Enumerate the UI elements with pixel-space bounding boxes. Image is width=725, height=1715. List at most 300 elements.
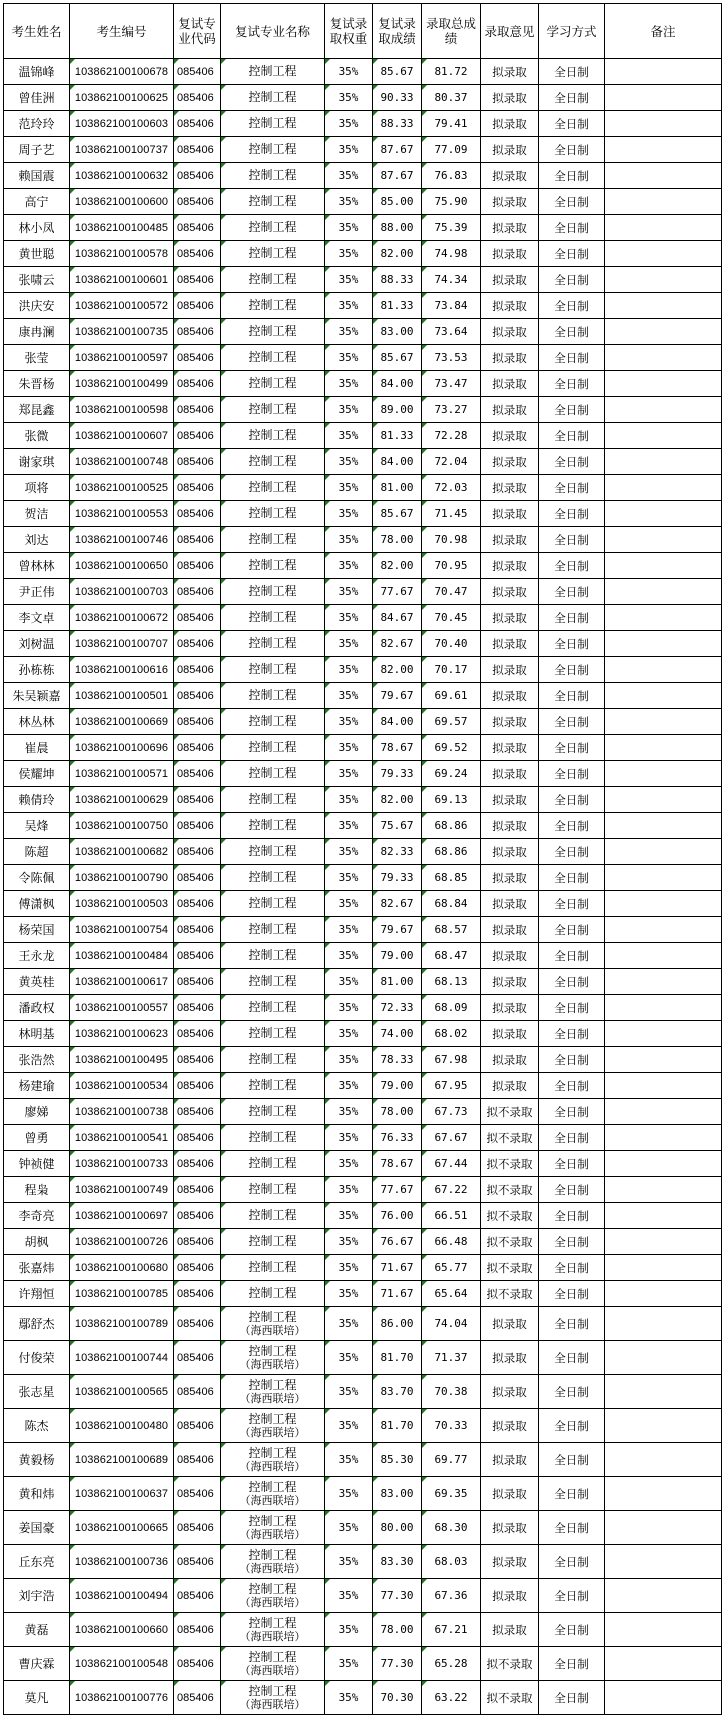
cell-opinion: 拟录取 [481,215,539,241]
cell-id: 103862100100617 [70,969,174,995]
cell-remark [605,1443,722,1477]
table-row [4,1511,722,1545]
cell-total: 73.27 [422,397,481,423]
major-name: 控制工程 [248,142,297,156]
cell-total: 70.98 [422,527,481,553]
cell-score: 79.00 [373,1073,422,1099]
cell-score: 78.67 [373,735,422,761]
major-name: 控制工程 [248,896,297,910]
cell-code: 085406 [174,1177,221,1203]
cell-remark [605,813,722,839]
cell-weight: 35% [325,345,373,371]
cell-major [221,293,325,319]
cell-name: 黄英桂 [4,969,70,995]
cell-id: 103862100100689 [70,1443,174,1477]
cell-name: 洪庆安 [4,293,70,319]
cell-score: 81.70 [373,1409,422,1443]
cell-weight: 35% [325,111,373,137]
cell-code: 085406 [174,709,221,735]
cell-id: 103862100100495 [70,1047,174,1073]
major-name: 控制工程 [248,506,297,520]
cell-opinion: 拟录取 [481,605,539,631]
cell-opinion: 拟不录取 [481,1229,539,1255]
cell-weight: 35% [325,1545,373,1579]
cell-weight: 35% [325,1255,373,1281]
cell-major [221,1099,325,1125]
table-row [4,527,722,553]
cell-mode: 全日制 [539,1073,605,1099]
cell-weight: 35% [325,1341,373,1375]
cell-major [221,1579,325,1613]
cell-code: 085406 [174,1203,221,1229]
cell-major [221,423,325,449]
cell-total: 73.53 [422,345,481,371]
cell-major [221,1409,325,1443]
cell-mode: 全日制 [539,1579,605,1613]
table-row [4,1579,722,1613]
cell-code: 085406 [174,241,221,267]
cell-score: 83.00 [373,1477,422,1511]
cell-major [221,709,325,735]
cell-weight: 35% [325,501,373,527]
cell-weight: 35% [325,1177,373,1203]
table-row [4,657,722,683]
major-sub: （海西联培） [239,1697,306,1711]
cell-total: 70.45 [422,605,481,631]
table-row [4,1443,722,1477]
cell-total: 69.61 [422,683,481,709]
cell-mode: 全日制 [539,1151,605,1177]
cell-total: 68.86 [422,839,481,865]
cell-weight: 35% [325,475,373,501]
table-row [4,371,722,397]
cell-code: 085406 [174,293,221,319]
cell-major [221,371,325,397]
cell-score: 78.00 [373,1613,422,1647]
cell-id: 103862100100754 [70,917,174,943]
major-name: 控制工程 [248,1208,297,1222]
cell-code: 085406 [174,813,221,839]
cell-remark [605,553,722,579]
cell-remark [605,397,722,423]
table-row [4,709,722,735]
cell-score: 84.00 [373,371,422,397]
cell-remark [605,1681,722,1715]
cell-opinion: 拟不录取 [481,1681,539,1715]
cell-total: 69.35 [422,1477,481,1511]
cell-remark [605,85,722,111]
cell-total: 70.47 [422,579,481,605]
header-mode: 学习方式 [539,4,605,59]
table-row [4,137,722,163]
cell-mode: 全日制 [539,657,605,683]
cell-code: 085406 [174,59,221,85]
cell-mode: 全日制 [539,1177,605,1203]
cell-remark [605,241,722,267]
cell-major [221,1681,325,1715]
cell-name: 黄毅杨 [4,1443,70,1477]
major-name: 控制工程 [248,1309,297,1324]
cell-remark [605,163,722,189]
cell-code: 085406 [174,1307,221,1341]
cell-weight: 35% [325,631,373,657]
cell-score: 71.67 [373,1255,422,1281]
cell-code: 085406 [174,1511,221,1545]
cell-weight: 35% [325,917,373,943]
table-row [4,683,722,709]
cell-opinion: 拟录取 [481,449,539,475]
major-name: 控制工程 [248,194,297,208]
major-name: 控制工程 [248,610,297,624]
cell-name: 林明基 [4,1021,70,1047]
cell-name: 曹庆霖 [4,1647,70,1681]
cell-code: 085406 [174,1341,221,1375]
cell-major [221,1511,325,1545]
table-row [4,1099,722,1125]
cell-mode: 全日制 [539,1281,605,1307]
cell-code: 085406 [174,189,221,215]
cell-name: 贺洁 [4,501,70,527]
cell-id: 103862100100738 [70,1099,174,1125]
cell-score: 76.67 [373,1229,422,1255]
cell-code: 085406 [174,1151,221,1177]
cell-major [221,1613,325,1647]
cell-weight: 35% [325,137,373,163]
cell-total: 68.30 [422,1511,481,1545]
table-row [4,1177,722,1203]
cell-id: 103862100100735 [70,319,174,345]
cell-remark [605,371,722,397]
cell-mode: 全日制 [539,111,605,137]
major-name: 控制工程 [248,584,297,598]
cell-remark [605,189,722,215]
cell-opinion: 拟录取 [481,189,539,215]
table-row [4,1477,722,1511]
cell-mode: 全日制 [539,839,605,865]
cell-opinion: 拟录取 [481,1409,539,1443]
cell-score: 82.33 [373,839,422,865]
major-name: 控制工程 [248,1026,297,1040]
cell-weight: 35% [325,891,373,917]
cell-score: 83.30 [373,1545,422,1579]
cell-mode: 全日制 [539,267,605,293]
cell-weight: 35% [325,1579,373,1613]
cell-mode: 全日制 [539,917,605,943]
table-row [4,397,722,423]
cell-total: 76.83 [422,163,481,189]
cell-id: 103862100100553 [70,501,174,527]
cell-opinion: 拟录取 [481,553,539,579]
major-name: 控制工程 [248,272,297,286]
cell-id: 103862100100484 [70,943,174,969]
cell-total: 75.39 [422,215,481,241]
cell-mode: 全日制 [539,709,605,735]
cell-major [221,553,325,579]
cell-remark [605,1125,722,1151]
cell-id: 103862100100697 [70,1203,174,1229]
major-name: 控制工程 [248,1182,297,1196]
cell-score: 82.67 [373,631,422,657]
cell-mode: 全日制 [539,1477,605,1511]
cell-opinion: 拟录取 [481,267,539,293]
cell-opinion: 拟录取 [481,995,539,1021]
cell-opinion: 拟录取 [481,1021,539,1047]
cell-opinion: 拟录取 [481,163,539,189]
cell-opinion: 拟录取 [481,501,539,527]
cell-code: 085406 [174,943,221,969]
cell-opinion: 拟不录取 [481,1281,539,1307]
cell-total: 68.03 [422,1545,481,1579]
cell-id: 103862100100726 [70,1229,174,1255]
cell-total: 71.45 [422,501,481,527]
cell-major [221,1307,325,1341]
cell-score: 82.00 [373,657,422,683]
cell-remark [605,761,722,787]
table-row [4,969,722,995]
cell-total: 67.98 [422,1047,481,1073]
cell-major [221,1281,325,1307]
cell-opinion: 拟不录取 [481,1177,539,1203]
major-sub: （海西联培） [239,1493,306,1507]
cell-weight: 35% [325,761,373,787]
cell-opinion: 拟录取 [481,137,539,163]
table-row [4,761,722,787]
cell-weight: 35% [325,995,373,1021]
cell-major [221,1229,325,1255]
cell-mode: 全日制 [539,813,605,839]
table-row [4,1255,722,1281]
cell-opinion: 拟不录取 [481,1151,539,1177]
cell-remark [605,1409,722,1443]
table-row [4,1203,722,1229]
cell-id: 103862100100541 [70,1125,174,1151]
cell-major [221,475,325,501]
table-row [4,1307,722,1341]
cell-score: 74.00 [373,1021,422,1047]
cell-major [221,215,325,241]
cell-score: 82.00 [373,787,422,813]
cell-score: 77.30 [373,1579,422,1613]
major-name: 控制工程 [248,1377,297,1392]
cell-opinion: 拟录取 [481,1073,539,1099]
cell-code: 085406 [174,761,221,787]
cell-total: 67.67 [422,1125,481,1151]
cell-total: 68.57 [422,917,481,943]
cell-major [221,397,325,423]
cell-id: 103862100100682 [70,839,174,865]
cell-weight: 35% [325,1047,373,1073]
cell-major [221,735,325,761]
cell-mode: 全日制 [539,293,605,319]
cell-score: 79.33 [373,761,422,787]
cell-code: 085406 [174,1047,221,1073]
table-row [4,449,722,475]
major-name: 控制工程 [248,1078,297,1092]
cell-id: 103862100100665 [70,1511,174,1545]
table-row [4,85,722,111]
cell-code: 085406 [174,111,221,137]
table-row [4,59,722,85]
major-name: 控制工程 [248,1513,297,1528]
cell-weight: 35% [325,1443,373,1477]
cell-total: 74.34 [422,267,481,293]
cell-remark [605,605,722,631]
cell-name: 付俊荣 [4,1341,70,1375]
cell-opinion: 拟录取 [481,1307,539,1341]
cell-total: 63.22 [422,1681,481,1715]
cell-remark [605,1099,722,1125]
cell-major [221,943,325,969]
cell-mode: 全日制 [539,1341,605,1375]
cell-total: 66.48 [422,1229,481,1255]
cell-id: 103862100100790 [70,865,174,891]
cell-opinion: 拟录取 [481,527,539,553]
cell-mode: 全日制 [539,1613,605,1647]
cell-name: 林丛林 [4,709,70,735]
cell-remark [605,501,722,527]
table-row [4,111,722,137]
cell-major [221,1203,325,1229]
table-row [4,943,722,969]
major-name: 控制工程 [248,636,297,650]
cell-code: 085406 [174,475,221,501]
cell-weight: 35% [325,1281,373,1307]
cell-total: 69.77 [422,1443,481,1477]
cell-opinion: 拟不录取 [481,1099,539,1125]
cell-remark [605,1151,722,1177]
cell-total: 68.02 [422,1021,481,1047]
cell-id: 103862100100660 [70,1613,174,1647]
table-row [4,839,722,865]
cell-major [221,163,325,189]
cell-name: 张嘉炜 [4,1255,70,1281]
cell-total: 67.73 [422,1099,481,1125]
cell-major [221,319,325,345]
cell-weight: 35% [325,1477,373,1511]
cell-major [221,111,325,137]
cell-score: 85.67 [373,345,422,371]
cell-id: 103862100100499 [70,371,174,397]
major-name: 控制工程 [248,1234,297,1248]
major-name: 控制工程 [248,116,297,130]
cell-total: 69.57 [422,709,481,735]
cell-major [221,579,325,605]
cell-weight: 35% [325,1511,373,1545]
cell-total: 70.40 [422,631,481,657]
cell-opinion: 拟不录取 [481,1647,539,1681]
cell-name: 胡枫 [4,1229,70,1255]
cell-id: 103862100100485 [70,215,174,241]
cell-score: 80.00 [373,1511,422,1545]
cell-id: 103862100100548 [70,1647,174,1681]
major-name: 控制工程 [248,1547,297,1562]
cell-opinion: 拟录取 [481,735,539,761]
cell-code: 085406 [174,1073,221,1099]
cell-major [221,137,325,163]
table-row [4,1545,722,1579]
cell-weight: 35% [325,1073,373,1099]
cell-code: 085406 [174,1255,221,1281]
cell-id: 103862100100578 [70,241,174,267]
cell-major [221,189,325,215]
cell-major [221,839,325,865]
cell-opinion: 拟不录取 [481,1255,539,1281]
table-row [4,735,722,761]
cell-major [221,683,325,709]
cell-major [221,917,325,943]
cell-code: 085406 [174,397,221,423]
cell-total: 70.38 [422,1375,481,1409]
cell-id: 103862100100707 [70,631,174,657]
cell-major [221,657,325,683]
cell-weight: 35% [325,553,373,579]
cell-opinion: 拟录取 [481,423,539,449]
cell-id: 103862100100625 [70,85,174,111]
cell-score: 89.00 [373,397,422,423]
major-name: 控制工程 [248,740,297,754]
cell-name: 杨建瑜 [4,1073,70,1099]
cell-mode: 全日制 [539,1307,605,1341]
cell-major [221,813,325,839]
cell-opinion: 拟录取 [481,1443,539,1477]
cell-opinion: 拟录取 [481,293,539,319]
cell-code: 085406 [174,371,221,397]
cell-weight: 35% [325,1681,373,1715]
cell-score: 86.00 [373,1307,422,1341]
cell-name: 曾佳洲 [4,85,70,111]
cell-code: 085406 [174,1375,221,1409]
cell-code: 085406 [174,969,221,995]
cell-name: 鄢舒杰 [4,1307,70,1341]
cell-score: 90.33 [373,85,422,111]
cell-remark [605,1177,722,1203]
major-name: 控制工程 [248,922,297,936]
major-name: 控制工程 [248,246,297,260]
cell-mode: 全日制 [539,189,605,215]
major-name: 控制工程 [248,1479,297,1494]
cell-name: 赖国震 [4,163,70,189]
cell-remark [605,969,722,995]
cell-name: 张微 [4,423,70,449]
cell-name: 丘东亮 [4,1545,70,1579]
cell-total: 74.98 [422,241,481,267]
cell-score: 79.67 [373,683,422,709]
cell-total: 69.13 [422,787,481,813]
cell-remark [605,345,722,371]
cell-weight: 35% [325,943,373,969]
major-name: 控制工程 [248,1130,297,1144]
cell-score: 78.67 [373,1151,422,1177]
major-name: 控制工程 [248,1445,297,1460]
cell-mode: 全日制 [539,501,605,527]
cell-major [221,865,325,891]
table-row [4,319,722,345]
cell-remark [605,1281,722,1307]
cell-id: 103862100100737 [70,137,174,163]
cell-code: 085406 [174,1443,221,1477]
cell-score: 82.67 [373,891,422,917]
cell-remark [605,1203,722,1229]
cell-total: 73.47 [422,371,481,397]
table-row [4,475,722,501]
major-sub: （海西联培） [239,1595,306,1609]
cell-name: 崔晨 [4,735,70,761]
cell-mode: 全日制 [539,553,605,579]
cell-score: 78.33 [373,1047,422,1073]
cell-id: 103862100100637 [70,1477,174,1511]
cell-mode: 全日制 [539,735,605,761]
cell-remark [605,449,722,475]
